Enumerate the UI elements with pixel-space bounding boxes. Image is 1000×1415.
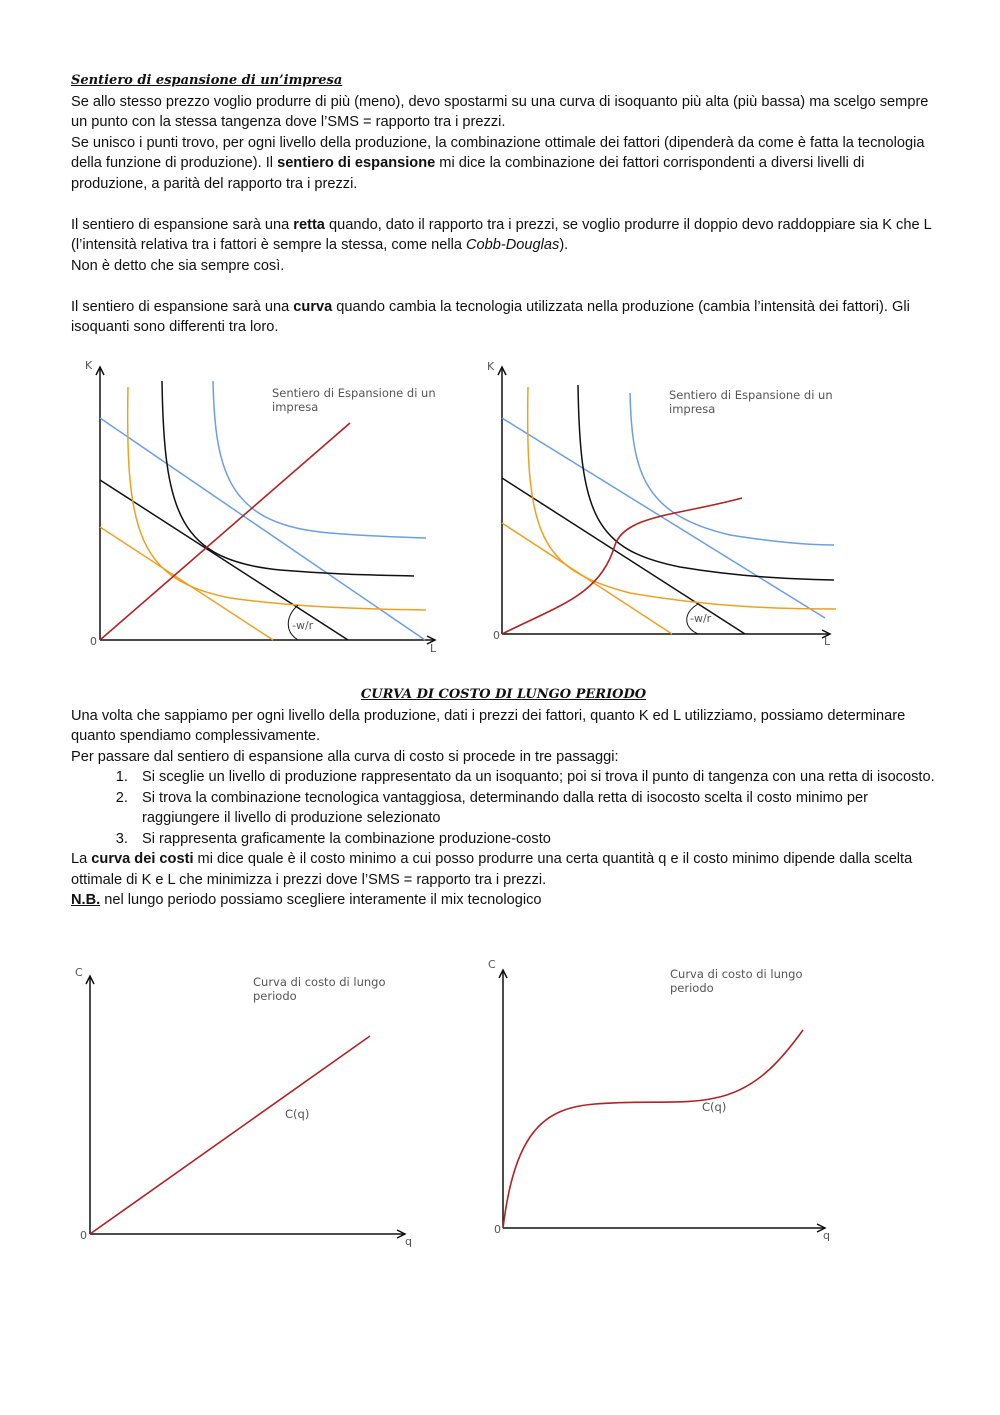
axes — [498, 367, 830, 638]
paragraph-6: Una volta che sappiamo per ogni livello della produzione, dati i prezzi dei fattori, quanto K ed L utilizziamo, possiamo determinare quanto spendiamo complessivamente. — [71, 707, 906, 744]
paragraph-1: Se allo stesso prezzo voglio produrre di più (meno), devo spostarmi su una curva di isoquanto più alta (più bassa) ma scelgo sempre un punto con la stessa tangenza dove l’SMS = rapporto tra i prezzi. — [71, 93, 929, 130]
isocost-line-high — [100, 418, 425, 640]
paragraph-3: Il sentiero di espansione sarà una retta quando, dato il rapporto tra i prezzi, se voglio produrre il doppio devo raddoppiare sia K che L (l’intensità relativa tra i fattori è sempre la stessa, come nella Cobb-Douglas). — [71, 216, 932, 253]
figure-long-run-cost-curved — [485, 950, 845, 1245]
figure-title-line1: Curva di costo di lungo — [670, 967, 803, 981]
axes — [86, 976, 405, 1238]
origin-label: 0 — [80, 1229, 87, 1242]
step-item: 2. Si trova la combinazione tecnologica vantaggiosa, determinando dalla retta di isocosto scelta il costo minimo per raggiungere il livello di produzione selezionato — [132, 788, 936, 829]
figure-title-line2: periodo — [670, 981, 714, 995]
paragraph-8: La curva dei costi mi dice quale è il costo minimo a cui posso produrre una certa quantità q e il costo minimo dipende dalla scelta ottimale di K e L che minimizza i prezzi dove l’SMS = rapporto tra i prezzi. — [71, 851, 913, 888]
figure-expansion-path-curved — [480, 355, 850, 655]
figure-title-line2: periodo — [253, 989, 297, 1003]
figure-title-line2: impresa — [669, 402, 716, 416]
slope-label: -w/r — [292, 619, 314, 632]
paragraph-5: Il sentiero di espansione sarà una curva quando cambia la tecnologia utilizzata nella produzione (cambia l’intensità dei fattori). Gli isoquanti sono differenti tra loro. — [71, 298, 910, 335]
nota-bene: N.B. nel lungo periodo possiamo scegliere interamente il mix tecnologico — [71, 892, 542, 908]
x-axis-label: q — [405, 1235, 412, 1248]
figure-title-line2: impresa — [272, 400, 319, 414]
paragraph-4: Non è detto che sia sempre così. — [71, 257, 285, 274]
step-item: 1. Si sceglie un livello di produzione rappresentato da un isoquanto; poi si trova il punto di tangenza con una retta di isocosto. — [132, 767, 936, 788]
cost-curve-label: C(q) — [285, 1107, 310, 1121]
cost-curve-label: C(q) — [702, 1100, 727, 1114]
isoquant-low — [528, 387, 836, 609]
x-axis-label: L — [430, 642, 437, 655]
axes — [499, 970, 825, 1232]
figure-title-line1: Sentiero di Espansione di un — [669, 388, 833, 402]
paragraph-2: Se unisco i punti trovo, per ogni livello della produzione, la combinazione ottimale dei fattori (dipenderà da come è fatta la tecnologia della funzione di produzione). Il sentiero di espansione mi dice la combinazione dei fattori corrispondenti a diversi livelli di produzione, a parità del rapporto tra i prezzi. — [71, 134, 925, 192]
figure-title-line1: Curva di costo di lungo — [253, 975, 386, 989]
x-axis-label: q — [823, 1229, 830, 1242]
steps-list — [71, 767, 936, 849]
x-axis-label: L — [824, 635, 831, 648]
origin-label: 0 — [493, 629, 500, 642]
cost-curve-s-shape — [503, 1030, 803, 1228]
origin-label: 0 — [494, 1223, 501, 1236]
y-axis-label: C — [488, 958, 496, 971]
cost-curve-line — [90, 1036, 370, 1234]
y-axis-label: K — [85, 359, 93, 372]
figure-title-line1: Sentiero di Espansione di un — [272, 386, 436, 400]
section-expansion-path — [71, 70, 936, 338]
section-title-long-run-cost: CURVA DI COSTO DI LUNGO PERIODO — [360, 687, 647, 702]
figure-expansion-path-linear — [80, 355, 450, 655]
isocost-line-mid — [100, 480, 348, 640]
isocost-line-high — [502, 418, 825, 618]
origin-label: 0 — [90, 635, 97, 648]
slope-label: -w/r — [690, 612, 712, 625]
y-axis-label: C — [75, 966, 83, 979]
section-title-expansion-path: Sentiero di espansione di un’impresa — [71, 73, 343, 88]
section-long-run-cost — [71, 684, 936, 911]
figure-long-run-cost-linear — [70, 960, 430, 1250]
isocost-line-mid — [502, 478, 745, 634]
isoquant-high — [630, 393, 834, 545]
paragraph-7: Per passare dal sentiero di espansione alla curva di costo si procede in tre passaggi: — [71, 748, 619, 765]
y-axis-label: K — [487, 360, 495, 373]
step-item: 3. Si rappresenta graficamente la combinazione produzione-costo — [132, 829, 936, 850]
